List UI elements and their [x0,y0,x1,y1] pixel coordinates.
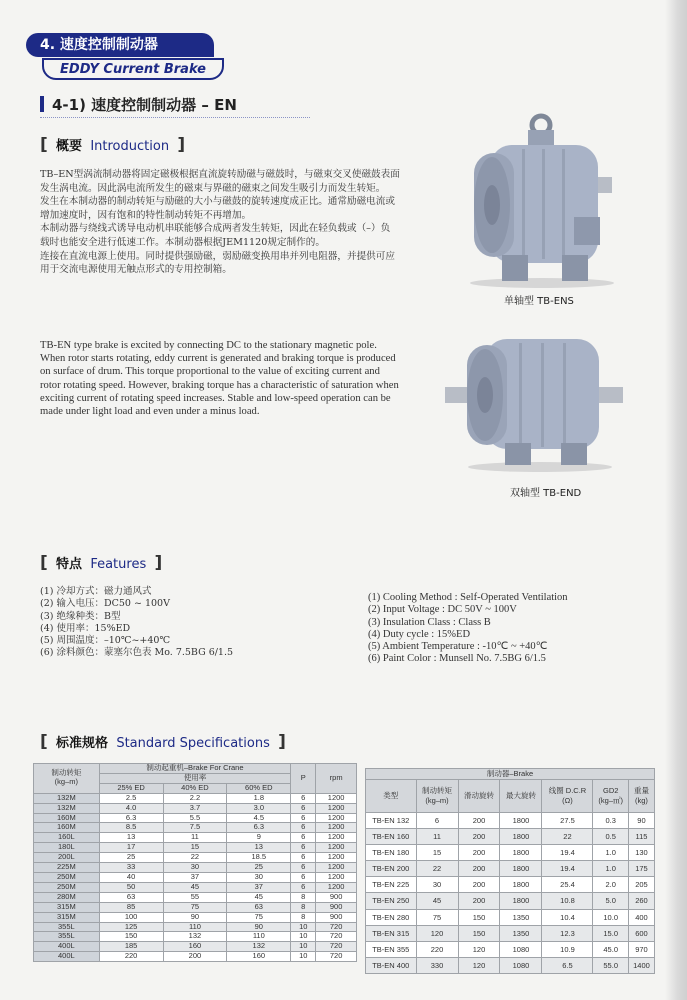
table-cell: 200 [163,952,227,962]
table-cell: 10.9 [542,941,593,957]
brake-col-header: GD2 (kg–㎡) [593,780,629,813]
table-cell: 1800 [500,829,542,845]
table-cell: 175 [628,861,654,877]
feature-item-cn: (1) 冷却方式：磁力通风式 [40,586,152,597]
table-cell: 25 [99,853,163,863]
table-cell: 45 [416,893,458,909]
table-cell: 220 [99,952,163,962]
intro-line-en: When rotor starts rotating, eddy current is generated and braking torque is produced [40,353,396,365]
table-cell: 150 [458,925,500,941]
table-cell: 132M [34,803,100,813]
feature-item-en: (6) Paint Color : Munsell No. 7.5BG 6/1.5 [368,653,546,665]
table-cell: 1800 [500,877,542,893]
table-cell: 1800 [500,845,542,861]
table-row [34,932,357,942]
table-cell: TB-EN 225 [366,877,417,893]
table-cell: 1080 [500,957,542,973]
table-cell: 30 [163,863,227,873]
table-cell: 2.0 [593,877,629,893]
table-cell: 600 [628,925,654,941]
brake-col-header: 重量 (kg) [628,780,654,813]
col-p-header: P [291,764,316,794]
specs-heading: [ 标准规格 Standard Specifications ] [40,732,286,752]
feature-item-cn: (5) 周围温度：–10℃~+40℃ [40,635,171,647]
table-cell: 220 [416,941,458,957]
col-rpm-header: rpm [316,764,357,794]
table-cell: 6 [291,843,316,853]
table-cell: 6 [416,813,458,829]
table-cell: 30 [416,877,458,893]
table-cell: 6 [291,813,316,823]
table-cell: 1200 [316,843,357,853]
feature-item-en: (5) Ambient Temperature : -10℃ ~ +40℃ [368,641,548,653]
table-cell: 75 [416,909,458,925]
table-cell: 1200 [316,882,357,892]
table-cell: TB-EN 250 [366,893,417,909]
page-edge-shadow [665,0,687,1000]
intro-line-cn: 本制动器与绕线式诱导电动机串联能够合成两者发生转矩，因此在轻负载或（–）负 [40,223,391,235]
table-cell: 160 [227,952,291,962]
table-cell: 1.0 [593,845,629,861]
table-cell: 6 [291,793,316,803]
table-cell: 900 [316,912,357,922]
table-cell: 1200 [316,863,357,873]
brake-table [365,768,655,974]
table-cell: TB-EN 180 [366,845,417,861]
table-row [34,813,357,823]
feature-item-cn: (6) 涂料颜色：蒙塞尔色表 Mo. 7.5BG 6/1.5 [40,647,234,659]
table-cell: 355L [34,932,100,942]
feature-item-en: (3) Insulation Class : Class B [368,616,491,628]
table-cell: 22 [416,861,458,877]
specs-heading-cn: 标准规格 [56,736,109,751]
motor-end-image [445,325,625,475]
table-cell: 3.7 [163,803,227,813]
table-cell: 1200 [316,833,357,843]
table-cell: 4.5 [227,813,291,823]
table-cell: 280M [34,892,100,902]
intro-line-en: on surface of drum. This torque proportional to the value of exciting current and [40,366,380,378]
table-cell: 1200 [316,872,357,882]
features-heading-cn: 特点 [56,557,83,572]
table-cell: 205 [628,877,654,893]
table-row [366,877,655,893]
crane-group-header: 制动起重机–Brake For Crane [99,764,291,774]
features-heading-en: Features [90,557,147,572]
table-cell: 1.0 [593,861,629,877]
table-cell: 200 [458,877,500,893]
table-cell: 6 [291,853,316,863]
intro-heading-en: Introduction [90,139,170,154]
table-cell: 900 [316,892,357,902]
table-cell: 132M [34,793,100,803]
table-cell: 10.0 [593,909,629,925]
motor-end-caption: 双轴型 TB-END [510,488,582,499]
intro-line-cn: 增加速度时，因有饱和的特性制动转矩不再增加。 [40,209,252,221]
table-row [366,845,655,861]
table-cell: 125 [99,922,163,932]
table-cell: 45.0 [593,941,629,957]
table-row [34,902,357,912]
table-cell: 63 [227,902,291,912]
table-cell: 200 [458,813,500,829]
table-cell: 5.0 [593,893,629,909]
features-list-en [368,592,568,666]
table-cell: 37 [163,872,227,882]
table-cell: 22 [542,829,593,845]
table-cell: 90 [628,813,654,829]
table-cell: 160 [163,942,227,952]
intro-heading: [ 概要 Introduction ] [40,135,186,155]
table-cell: 25.4 [542,877,593,893]
chapter-badge [26,33,226,81]
table-cell: 1200 [316,793,357,803]
table-row [34,952,357,962]
table-cell: 200 [458,829,500,845]
table-cell: 6.3 [99,813,163,823]
table-row [366,925,655,941]
chapter-title: 4. 速度控制制动器 [26,33,214,57]
intro-text-cn [40,168,410,277]
table-row [34,843,357,853]
table-cell: 1200 [316,853,357,863]
ed-header: 25% ED [99,783,163,793]
table-row [34,853,357,863]
table-cell: 19.4 [542,845,593,861]
table-cell: 720 [316,942,357,952]
table-cell: 250M [34,882,100,892]
table-cell: 132 [163,932,227,942]
intro-line-en: exciting current of rotating speed increases. Stable and low-speed operation can be [40,392,391,404]
section-dotted-rule [40,117,310,118]
intro-line-cn: 连接在直流电源上使用。同时提供强励磁，弱励磁变换用串并列电阻器，并提供可应 [40,250,395,262]
table-cell: 55.0 [593,957,629,973]
table-cell: 6 [291,872,316,882]
intro-line-cn: 用于交流电源使用无触点形式的专用控制箱。 [40,264,232,276]
table-cell: 10 [291,952,316,962]
table-cell: 120 [416,925,458,941]
brake-col-header: 制动转矩 (kg–m) [416,780,458,813]
table-cell: 6.3 [227,823,291,833]
intro-line-en: made under light load and even under a minus load. [40,406,260,418]
table-cell: 45 [163,882,227,892]
table-cell: 160L [34,833,100,843]
chapter-subtitle: EDDY Current Brake [42,58,224,80]
table-cell: 11 [163,833,227,843]
ed-header: 40% ED [163,783,227,793]
table-cell: 9 [227,833,291,843]
table-row [366,941,655,957]
table-row [34,942,357,952]
feature-item-en: (1) Cooling Method : Self-Operated Ventilation [368,592,568,603]
table-cell: 45 [227,892,291,902]
table-row [34,872,357,882]
table-cell: 40 [99,872,163,882]
table-cell: 1800 [500,861,542,877]
table-cell: 315M [34,912,100,922]
table-cell: 0.5 [593,829,629,845]
table-cell: 8 [291,912,316,922]
table-cell: 30 [227,872,291,882]
table-cell: 13 [227,843,291,853]
table-cell: 15 [163,843,227,853]
table-cell: 160M [34,823,100,833]
table-cell: 160M [34,813,100,823]
table-cell: 22 [163,853,227,863]
table-cell: 37 [227,882,291,892]
table-cell: 110 [227,932,291,942]
table-cell: 2.2 [163,793,227,803]
table-cell: TB-EN 132 [366,813,417,829]
table-cell: 75 [163,902,227,912]
table-cell: 1800 [500,893,542,909]
feature-item-en: (2) Input Voltage : DC 50V ~ 100V [368,604,517,616]
brake-col-header: 线圈 D.C.R (Ω) [542,780,593,813]
features-list-cn [40,586,233,660]
table-cell: 1200 [316,813,357,823]
table-row [34,863,357,873]
motor-ens-image [462,105,622,290]
table-cell: TB-EN 200 [366,861,417,877]
section-title: 4-1) 速度控制制动器 – EN [40,94,237,115]
crane-brake-table [33,763,357,962]
table-cell: 25 [227,863,291,873]
table-row [366,893,655,909]
table-row [366,909,655,925]
table-cell: 1800 [500,813,542,829]
table-cell: 180L [34,843,100,853]
table-cell: 100 [99,912,163,922]
table-cell: 15 [416,845,458,861]
table-cell: TB-EN 315 [366,925,417,941]
table-cell: 260 [628,893,654,909]
feature-item-cn: (2) 输入电压：DC50 ~ 100V [40,598,170,610]
table-cell: 6 [291,803,316,813]
ed-header: 60% ED [227,783,291,793]
table-cell: TB-EN 355 [366,941,417,957]
intro-line-en: TB-EN type brake is excited by connecting DC to the stationary magnetic pole. [40,340,377,351]
table-cell: 11 [416,829,458,845]
intro-text-en [40,339,410,418]
table-cell: 1400 [628,957,654,973]
table-row [34,922,357,932]
table-cell: 400L [34,942,100,952]
table-cell: 315M [34,902,100,912]
table-cell: 720 [316,952,357,962]
table-cell: 8.5 [99,823,163,833]
table-cell: 15.0 [593,925,629,941]
brake-col-header: 滑动旋转 [458,780,500,813]
table-cell: 120 [458,957,500,973]
table-cell: 8 [291,902,316,912]
table-cell: 200 [458,845,500,861]
table-cell: 27.5 [542,813,593,829]
table-cell: 5.5 [163,813,227,823]
table-cell: 1350 [500,925,542,941]
brake-col-header: 类型 [366,780,417,813]
table-cell: 200L [34,853,100,863]
feature-item-cn: (3) 绝缘种类：B型 [40,610,121,622]
section-bar [40,96,44,112]
features-heading: [ 特点 Features ] [40,553,163,573]
table-row [34,882,357,892]
table-cell: 7.5 [163,823,227,833]
table-cell: TB-EN 400 [366,957,417,973]
table-cell: 1.8 [227,793,291,803]
table-cell: 200 [458,861,500,877]
table-row [34,823,357,833]
intro-line-cn: 发生涡电流。因此涡电流所发生的磁束与界磁的磁束之间发生吸引力而发生转矩。 [40,182,386,194]
table-cell: TB-EN 280 [366,909,417,925]
table-cell: 250M [34,872,100,882]
table-cell: 13 [99,833,163,843]
table-cell: 33 [99,863,163,873]
table-cell: 6 [291,863,316,873]
table-row [34,912,357,922]
table-cell: 17 [99,843,163,853]
table-cell: 10 [291,922,316,932]
table-cell: 115 [628,829,654,845]
table-cell: 12.3 [542,925,593,941]
table-row [34,803,357,813]
table-cell: 150 [458,909,500,925]
table-cell: 90 [163,912,227,922]
table-cell: 2.5 [99,793,163,803]
table-cell: 185 [99,942,163,952]
table-cell: 400L [34,952,100,962]
table-cell: 18.5 [227,853,291,863]
table-row [366,861,655,877]
table-cell: 10 [291,942,316,952]
table-cell: 970 [628,941,654,957]
table-cell: 225M [34,863,100,873]
table-cell: 8 [291,892,316,902]
table-cell: 63 [99,892,163,902]
table-cell: 1200 [316,823,357,833]
table-cell: 10.4 [542,909,593,925]
table-cell: 3.0 [227,803,291,813]
table-cell: 720 [316,922,357,932]
table-cell: 1200 [316,803,357,813]
col-torque-header: 制动转矩 (kg–m) [34,764,100,794]
table-cell: 720 [316,932,357,942]
table-cell: 4.0 [99,803,163,813]
table-row [34,833,357,843]
table-row [34,892,357,902]
table-cell: 10.8 [542,893,593,909]
table-cell: 900 [316,902,357,912]
table-row [366,829,655,845]
brake-col-header: 最大旋转 [500,780,542,813]
table-cell: 1080 [500,941,542,957]
table-cell: 10 [291,932,316,942]
table-cell: 110 [163,922,227,932]
specs-heading-en: Standard Specifications [116,736,270,751]
table-cell: 90 [227,922,291,932]
table-row [34,793,357,803]
table-cell: 55 [163,892,227,902]
table-cell: 1350 [500,909,542,925]
table-cell: 6 [291,882,316,892]
table-row [366,813,655,829]
brake-group-header: 制动器–Brake [366,769,655,780]
table-cell: 0.3 [593,813,629,829]
intro-line-cn: TB–EN型涡流制动器将固定磁极根据直流旋转励磁与磁鼓时，与磁束交叉使磁鼓表面 [40,169,400,180]
table-cell: 19.4 [542,861,593,877]
table-cell: 400 [628,909,654,925]
motor-ens-caption: 单轴型 TB-ENS [504,296,574,307]
table-cell: 200 [458,893,500,909]
feature-item-en: (4) Duty cycle : 15%ED [368,628,471,640]
intro-line-cn: 发生在本制动器的制动转矩与励磁的大小与磁鼓的旋转速度成正比。通常励磁电流或 [40,196,395,208]
table-cell: 150 [99,932,163,942]
table-cell: 330 [416,957,458,973]
table-cell: 6.5 [542,957,593,973]
table-cell: 85 [99,902,163,912]
table-cell: 355L [34,922,100,932]
duty-sub-header: 使用率 [99,773,291,783]
table-row [366,957,655,973]
table-cell: 6 [291,833,316,843]
table-cell: 6 [291,823,316,833]
table-cell: 50 [99,882,163,892]
intro-line-cn: 载时也能安全进行低速工作。本制动器根据JEM1120规定制作的。 [40,236,325,248]
table-cell: TB-EN 160 [366,829,417,845]
intro-line-en: rotor rotating speed. However, braking torque has a characteristic of saturation when [40,379,399,391]
table-cell: 132 [227,942,291,952]
table-cell: 75 [227,912,291,922]
table-cell: 130 [628,845,654,861]
feature-item-cn: (4) 使用率：15%ED [40,622,131,634]
table-cell: 120 [458,941,500,957]
intro-heading-cn: 概要 [56,139,83,154]
